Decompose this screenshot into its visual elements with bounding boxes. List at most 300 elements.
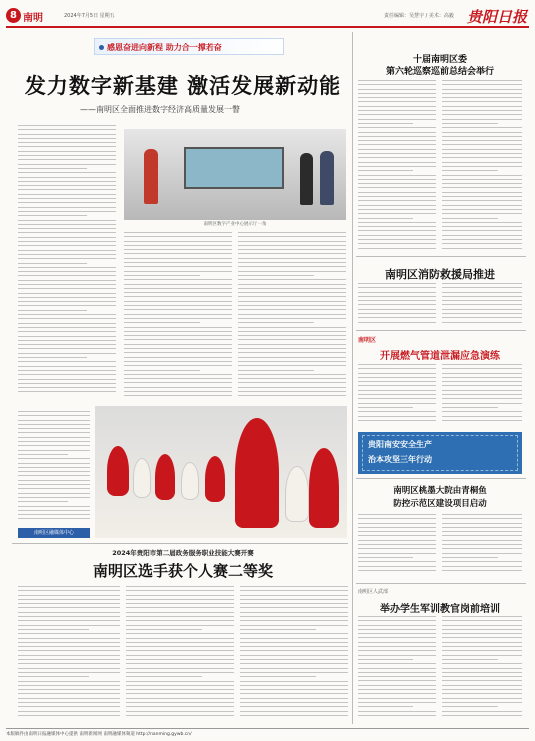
text-line: [18, 659, 120, 660]
text-line: [240, 676, 316, 677]
text-line: [358, 300, 436, 301]
lead-body-col-3: [238, 232, 346, 400]
text-line: [358, 711, 436, 712]
text-line: [442, 531, 522, 532]
text-line: [18, 305, 116, 306]
text-line: [358, 106, 436, 107]
text-line: [240, 672, 348, 673]
text-line: [240, 706, 348, 707]
text-line: [18, 314, 116, 315]
text-line: [238, 309, 346, 310]
text-line: [358, 119, 436, 120]
text-line: [18, 702, 120, 703]
text-line: [442, 518, 522, 519]
second-story-headline: 南明区选手获个人赛二等奖: [92, 562, 273, 580]
right-story1-body: [442, 80, 522, 252]
text-line: [18, 590, 120, 591]
text-line: [124, 322, 200, 323]
text-line: [124, 236, 232, 237]
text-line: [18, 318, 116, 319]
second-body-col-3: [240, 586, 348, 720]
person-figure: [144, 149, 158, 204]
text-line: [238, 387, 346, 388]
text-line: [126, 599, 234, 600]
text-line: [18, 672, 120, 673]
newspaper-logo: 贵阳日报: [466, 8, 527, 26]
second-body-col-1: [18, 586, 120, 720]
text-line: [358, 218, 413, 219]
text-line: [18, 155, 116, 156]
text-line: [238, 292, 346, 293]
text-line: [18, 275, 116, 276]
text-line: [358, 527, 436, 528]
text-line: [18, 454, 68, 455]
text-line: [358, 411, 436, 412]
editor-line: 责任编辑：吴慧宇 / 美术：高毅: [384, 13, 454, 19]
text-line: [442, 235, 522, 236]
text-line: [240, 625, 348, 626]
text-line: [240, 659, 348, 660]
text-line: [358, 368, 436, 369]
text-line: [18, 280, 116, 281]
text-line: [126, 638, 234, 639]
text-line: [124, 275, 200, 276]
text-line: [240, 616, 348, 617]
text-line: [358, 136, 436, 137]
text-line: [442, 368, 522, 369]
text-line: [18, 458, 90, 459]
text-line: [238, 339, 346, 340]
text-line: [124, 309, 232, 310]
text-line: [240, 685, 348, 686]
text-line: [124, 296, 232, 297]
text-line: [238, 305, 346, 306]
text-line: [358, 127, 436, 128]
text-line: [238, 275, 314, 276]
text-line: [238, 262, 346, 263]
text-line: [124, 253, 232, 254]
text-line: [358, 196, 436, 197]
text-line: [442, 209, 522, 210]
text-line: [358, 209, 436, 210]
text-line: [18, 612, 120, 613]
text-line: [358, 80, 436, 81]
text-line: [18, 366, 116, 367]
text-line: [358, 179, 436, 180]
section-divider: [356, 478, 526, 479]
text-line: [240, 607, 348, 608]
text-line: [442, 557, 498, 558]
text-line: [358, 659, 413, 660]
text-line: [358, 385, 436, 386]
text-line: [358, 149, 436, 150]
text-line: [18, 301, 116, 302]
text-line: [358, 535, 436, 536]
text-line: [358, 157, 436, 158]
text-line: [358, 283, 436, 284]
text-line: [238, 370, 314, 371]
text-line: [238, 249, 346, 250]
text-line: [240, 681, 348, 682]
text-line: [126, 616, 234, 617]
text-line: [358, 561, 436, 562]
right-story5-section: 南明区人武部: [358, 589, 389, 595]
text-line: [442, 561, 522, 562]
text-line: [18, 668, 120, 669]
text-line: [240, 586, 348, 587]
text-line: [18, 172, 116, 173]
text-line: [18, 488, 90, 489]
text-line: [18, 681, 120, 682]
text-line: [240, 620, 348, 621]
text-line: [358, 313, 436, 314]
text-line: [358, 514, 436, 515]
text-line: [442, 390, 522, 391]
text-line: [358, 287, 436, 288]
text-line: [442, 162, 522, 163]
text-line: [124, 284, 232, 285]
text-line: [442, 659, 498, 660]
text-line: [358, 123, 413, 124]
text-line: [358, 557, 413, 558]
text-line: [18, 224, 116, 225]
text-line: [358, 292, 436, 293]
text-line: [18, 586, 120, 587]
text-line: [124, 258, 232, 259]
section-name: 南明: [23, 13, 43, 24]
text-line: [240, 650, 348, 651]
text-line: [238, 357, 346, 358]
text-line: [124, 344, 232, 345]
text-line: [18, 267, 116, 268]
text-line: [124, 318, 232, 319]
lead-headline: 发力数字新基建 激活发展新动能: [24, 73, 342, 98]
text-line: [358, 144, 436, 145]
text-line: [238, 301, 346, 302]
text-line: [442, 300, 522, 301]
right-story5-body: [358, 616, 436, 722]
text-line: [358, 693, 436, 694]
text-line: [18, 331, 116, 332]
text-line: [442, 110, 522, 111]
right-story1-kicker: 十届南明区委: [412, 55, 467, 65]
text-line: [18, 432, 90, 433]
text-line: [18, 374, 116, 375]
text-line: [442, 693, 522, 694]
text-line: [238, 391, 346, 392]
text-line: [126, 668, 234, 669]
text-line: [442, 322, 522, 323]
text-line: [18, 327, 116, 328]
text-line: [124, 378, 232, 379]
text-line: [442, 672, 522, 673]
text-line: [18, 220, 116, 221]
text-line: [18, 168, 87, 169]
text-line: [442, 248, 522, 249]
text-line: [358, 230, 436, 231]
text-line: [126, 659, 234, 660]
text-line: [442, 642, 522, 643]
text-line: [124, 271, 232, 272]
text-line: [18, 663, 120, 664]
text-line: [442, 175, 522, 176]
text-line: [126, 655, 234, 656]
text-line: [18, 471, 90, 472]
text-line: [358, 97, 436, 98]
text-line: [358, 200, 436, 201]
text-line: [442, 523, 522, 524]
text-line: [18, 215, 87, 216]
section-divider: [356, 256, 526, 257]
text-line: [18, 383, 116, 384]
safety-campaign-box: [358, 432, 522, 474]
text-line: [358, 373, 436, 374]
text-line: [18, 198, 116, 199]
text-line: [358, 637, 436, 638]
text-line: [18, 415, 90, 416]
right-story2-body: [442, 283, 522, 327]
box-line-2: 治本攻坚三年行动: [368, 455, 432, 464]
text-line: [18, 711, 120, 712]
text-line: [358, 553, 436, 554]
display-screen: [184, 147, 284, 189]
text-line: [358, 650, 436, 651]
text-line: [442, 196, 522, 197]
text-line: [126, 698, 234, 699]
text-line: [18, 646, 120, 647]
text-line: [358, 89, 436, 90]
text-line: [442, 226, 522, 227]
text-line: [442, 637, 522, 638]
text-line: [442, 89, 522, 90]
text-line: [18, 237, 116, 238]
page-header: [6, 6, 529, 28]
text-line: [442, 711, 522, 712]
text-line: [442, 620, 522, 621]
text-line: [442, 140, 522, 141]
text-line: [240, 612, 348, 613]
text-line: [124, 339, 232, 340]
page-number: 8: [6, 8, 21, 23]
text-line: [358, 175, 436, 176]
text-line: [238, 271, 346, 272]
text-line: [238, 266, 346, 267]
text-line: [442, 685, 522, 686]
text-line: [442, 230, 522, 231]
right-story4-headline-line1: 南明区桃墨大院由青桐鱼: [393, 486, 487, 496]
text-line: [124, 348, 232, 349]
text-line: [358, 548, 436, 549]
text-line: [442, 715, 522, 716]
text-line: [358, 398, 436, 399]
text-line: [18, 603, 120, 604]
text-line: [238, 236, 346, 237]
lead-body-col-1: [18, 125, 116, 400]
text-line: [18, 357, 87, 358]
text-line: [442, 407, 498, 408]
text-line: [238, 232, 346, 233]
text-line: [18, 189, 116, 190]
text-line: [18, 232, 116, 233]
text-line: [240, 698, 348, 699]
text-line: [442, 364, 522, 365]
text-line: [124, 335, 232, 336]
text-line: [18, 348, 116, 349]
text-line: [18, 151, 116, 152]
text-line: [18, 391, 116, 392]
text-line: [126, 715, 234, 716]
text-line: [358, 663, 436, 664]
text-line: [358, 706, 413, 707]
text-line: [18, 441, 90, 442]
text-line: [18, 258, 116, 259]
text-line: [358, 235, 436, 236]
text-line: [442, 633, 522, 634]
text-line: [442, 514, 522, 515]
text-line: [358, 296, 436, 297]
text-line: [238, 331, 346, 332]
text-line: [442, 292, 522, 293]
text-line: [18, 437, 90, 438]
text-line: [358, 394, 436, 395]
text-line: [126, 590, 234, 591]
text-line: [358, 570, 436, 571]
lead-photo: [124, 129, 346, 220]
text-line: [124, 262, 232, 263]
person-figure: [300, 153, 313, 205]
text-line: [358, 114, 436, 115]
box-line-1: 贵阳南安安全生产: [368, 440, 432, 449]
text-line: [18, 125, 116, 126]
text-line: [358, 153, 436, 154]
text-line: [358, 317, 436, 318]
text-line: [126, 586, 234, 587]
text-line: [124, 301, 232, 302]
text-line: [358, 381, 436, 382]
text-line: [124, 357, 232, 358]
text-line: [442, 317, 522, 318]
text-line: [18, 211, 116, 212]
text-line: [442, 243, 522, 244]
text-line: [358, 364, 436, 365]
text-line: [18, 129, 116, 130]
text-line: [18, 484, 90, 485]
text-line: [358, 540, 436, 541]
text-line: [126, 706, 234, 707]
text-line: [358, 625, 436, 626]
text-line: [442, 149, 522, 150]
text-line: [442, 313, 522, 314]
text-line: [18, 463, 90, 464]
text-line: [18, 185, 116, 186]
text-line: [18, 353, 116, 354]
text-line: [358, 698, 436, 699]
text-line: [240, 599, 348, 600]
text-line: [124, 361, 232, 362]
second-story-kicker: 2024年贵阳市第二届政务服务职业技能大赛开赛: [112, 549, 254, 557]
text-line: [358, 518, 436, 519]
right-story4-body: [358, 514, 436, 578]
text-line: [124, 305, 232, 306]
text-line: [238, 335, 346, 336]
text-line: [442, 213, 522, 214]
text-line: [442, 157, 522, 158]
text-line: [18, 250, 116, 251]
text-line: [18, 202, 116, 203]
text-line: [358, 322, 436, 323]
text-line: [442, 101, 522, 102]
text-line: [126, 676, 202, 677]
text-line: [442, 394, 522, 395]
text-line: [442, 566, 522, 567]
text-line: [124, 314, 232, 315]
text-line: [442, 655, 522, 656]
text-line: [358, 248, 436, 249]
text-line: [18, 607, 120, 608]
text-line: [238, 314, 346, 315]
text-line: [358, 403, 436, 404]
second-body-col-2: [126, 586, 234, 720]
text-line: [358, 170, 413, 171]
text-line: [442, 689, 522, 690]
text-line: [442, 625, 522, 626]
text-line: [126, 612, 234, 613]
text-line: [442, 629, 522, 630]
text-line: [442, 239, 522, 240]
text-line: [442, 93, 522, 94]
text-line: [358, 132, 436, 133]
section-divider: [356, 583, 526, 584]
text-line: [442, 702, 522, 703]
right-story2-body: [358, 283, 436, 327]
text-line: [442, 646, 522, 647]
text-line: [18, 245, 116, 246]
text-line: [18, 510, 90, 511]
text-line: [442, 616, 522, 617]
text-line: [442, 136, 522, 137]
text-line: [126, 693, 234, 694]
text-line: [358, 416, 436, 417]
text-line: [442, 698, 522, 699]
text-line: [18, 620, 120, 621]
right-story4-headline: [358, 485, 522, 511]
text-line: [18, 228, 116, 229]
text-line: [124, 365, 232, 366]
text-line: [358, 304, 436, 305]
text-line: [126, 629, 202, 630]
text-line: [126, 625, 234, 626]
text-line: [238, 258, 346, 259]
text-line: [18, 689, 120, 690]
issue-date: 2024年7月5日 星期五: [64, 13, 115, 19]
page-footer: [6, 728, 529, 737]
text-line: [18, 297, 116, 298]
text-line: [442, 304, 522, 305]
text-line: [358, 420, 436, 421]
text-line: [442, 668, 522, 669]
right-story2-headline: 南明区消防救援局推进: [385, 268, 495, 281]
text-line: [442, 527, 522, 528]
right-story3-body: [358, 364, 436, 428]
text-line: [18, 650, 120, 651]
text-line: [18, 633, 120, 634]
text-line: [18, 450, 90, 451]
text-line: [442, 416, 522, 417]
right-story3-body: [442, 364, 522, 428]
text-line: [238, 318, 346, 319]
section-divider: [12, 543, 348, 544]
text-line: [240, 663, 348, 664]
